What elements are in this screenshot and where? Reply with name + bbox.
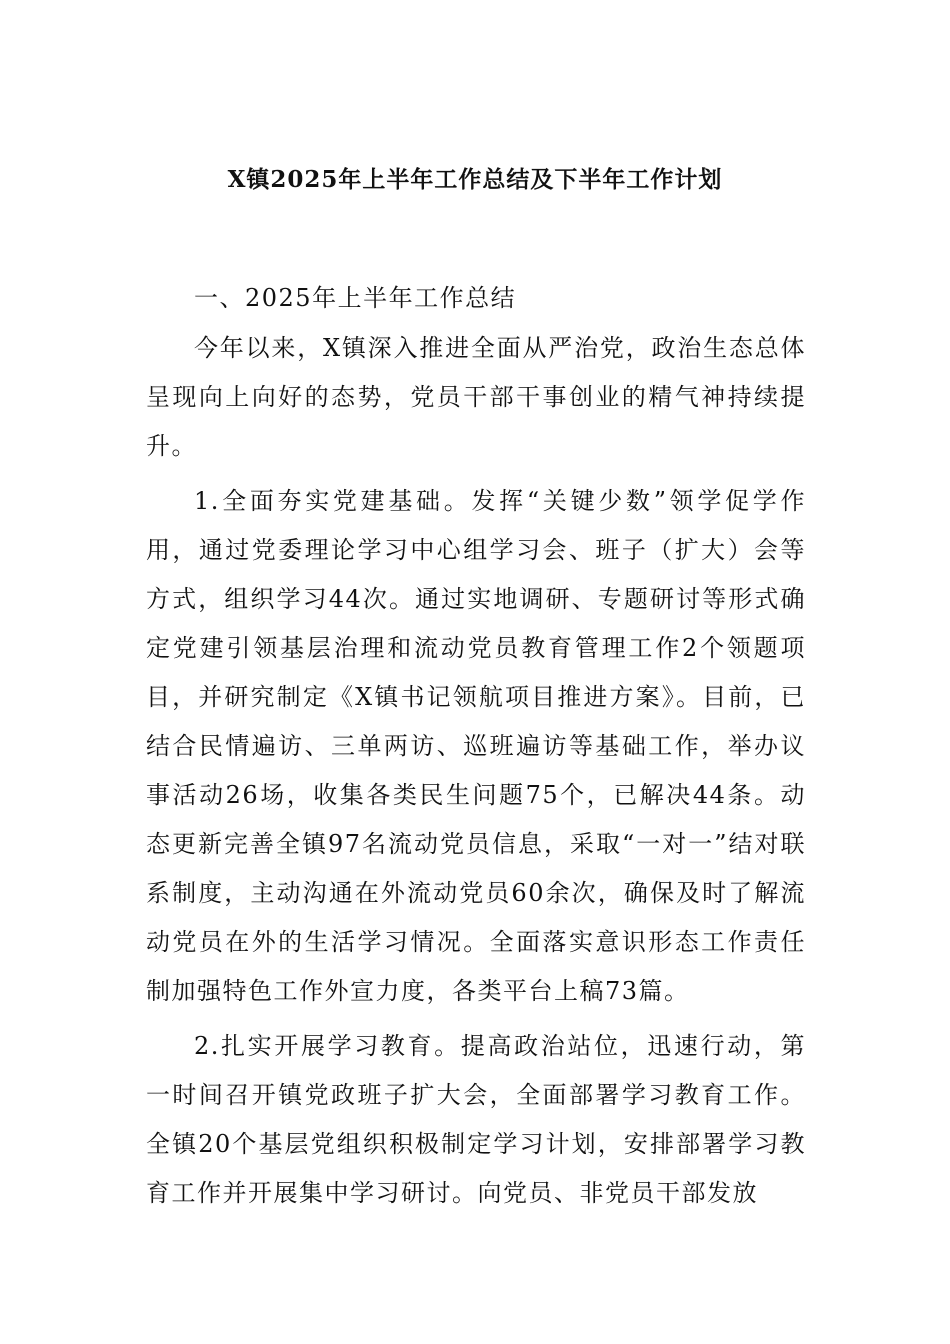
paragraph-study-education: 2.扎实开展学习教育。提高政治站位，迅速行动，第一时间召开镇党政班子扩大会，全面部署学习教育工作。全镇20个基层党组织积极制定学习计划，安排部署学习教育工作并开展集中学习研讨。向党员、非党员干部发放 bbox=[146, 1032, 806, 1207]
document-body bbox=[146, 278, 806, 1218]
document-title: X镇2025年上半年工作总结及下半年工作计划 bbox=[227, 166, 723, 193]
paragraph-intro: 今年以来，X镇深入推进全面从严治党，政治生态总体呈现向上向好的态势，党员干部干事创业的精气神持续提升。 bbox=[146, 334, 806, 460]
paragraph-party-building: 1.全面夯实党建基础。发挥“关键少数”领学促学作用，通过党委理论学习中心组学习会、班子（扩大）会等方式，组织学习44次。通过实地调研、专题研讨等形式确定党建引领基层治理和流动党员教育管理工作2个领题项目，并研究制定《X镇书记领航项目推进方案》。目前，已结合民情遍访、三单两访、巡班遍访等基础工作，举办议事活动26场，收集各类民生问题75个，已解决44条。动态更新完善全镇97名流动党员信息，采取“一对一”结对联系制度，主动沟通在外流动党员60余次，确保及时了解流动党员在外的生活学习情况。全面落实意识形态工作责任制加强特色工作外宣力度，各类平台上稿73篇。 bbox=[146, 487, 806, 1005]
section-heading-summary: 一、2025年上半年工作总结 bbox=[194, 284, 517, 312]
